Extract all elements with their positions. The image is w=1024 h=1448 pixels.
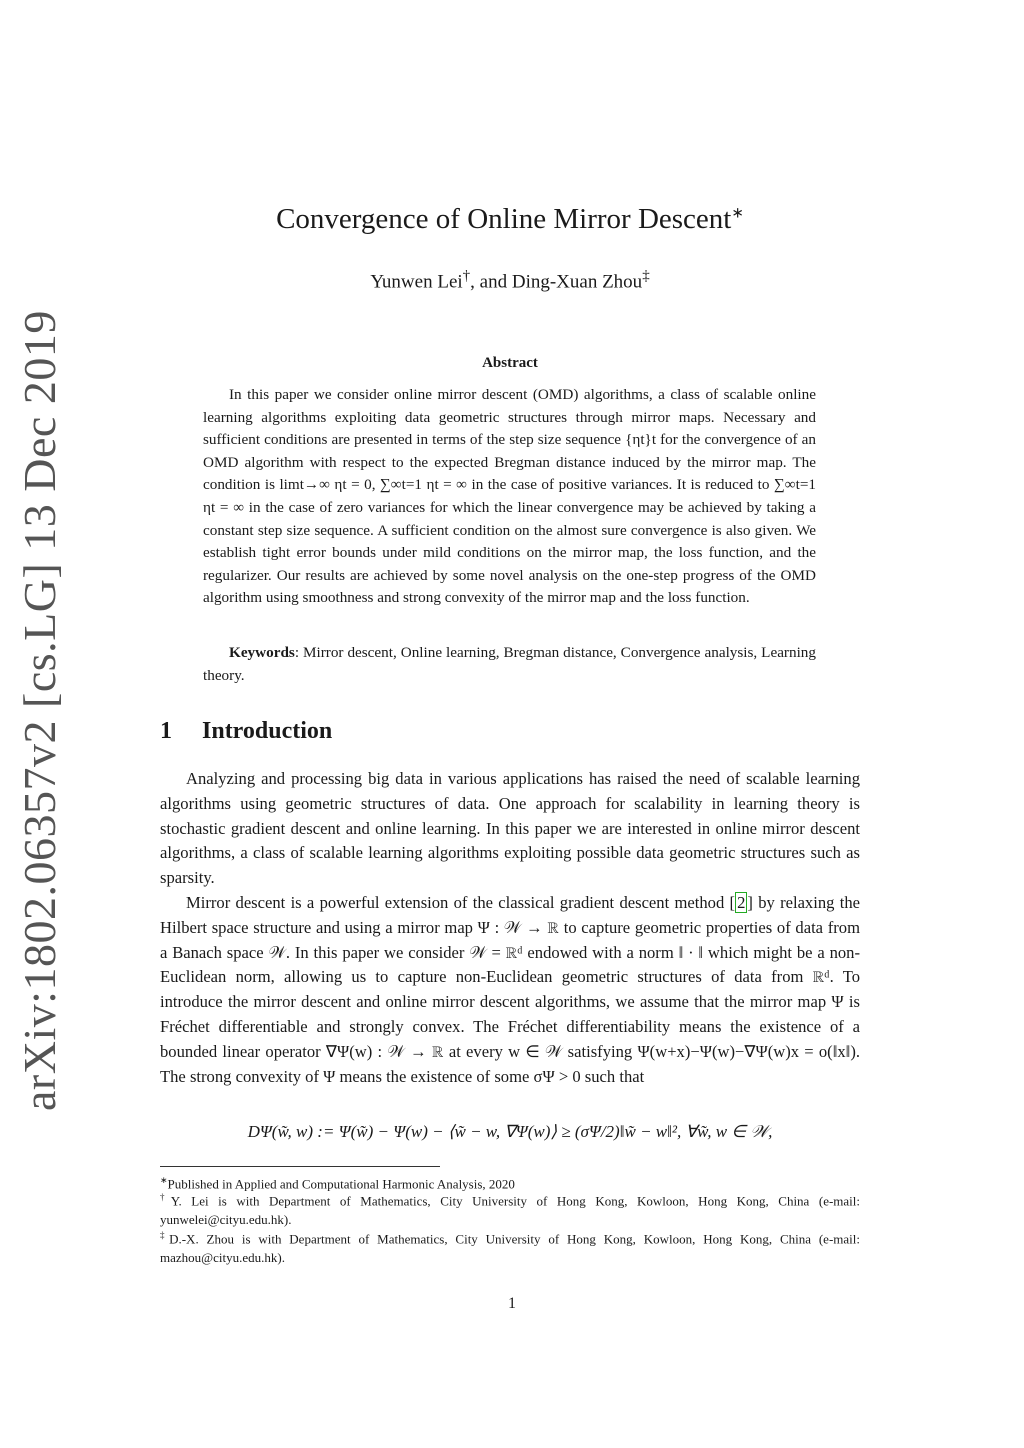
- author-2: Ding-Xuan Zhou: [511, 271, 643, 293]
- footnote-2: [160, 1188, 860, 1229]
- keywords: [203, 642, 816, 687]
- section-number: 1: [160, 718, 172, 744]
- section-title: Introduction: [202, 718, 333, 744]
- arxiv-identifier-sidebar: arXiv:1802.06357v2 [cs.LG] 13 Dec 2019: [14, 310, 65, 1111]
- authors: [160, 268, 860, 293]
- keywords-text: : Mirror descent, Online learning, Bregman distance, Convergence analysis, Learning theory.: [203, 644, 816, 684]
- paragraph-2-part-b: by relaxing the Hilbert space structure and using a mirror map Ψ : 𝒲 → ℝ to capture geometric properties of data from a Banach space 𝒲. In this paper we consider 𝒲 = ℝᵈ endowed with a norm ‖ · ‖ which might be a non-Euclidean norm, allowing us to capture non-Euclidean geometric structures of data from ℝᵈ. To introduce the mirror descent and online mirror descent algorithms, we assume that the mirror map Ψ is Fréchet differentiable and strongly convex. The Fréchet differentiability means the existence of a bounded linear operator ∇Ψ(w) : 𝒲 → ℝ at every w ∈ 𝒲 satisfying Ψ(w+x)−Ψ(w)−∇Ψ(w)x = o(‖x‖). The strong convexity of Ψ means the existence of some σΨ > 0 such that: [160, 893, 860, 1086]
- footnote-2-mark: †: [160, 1192, 171, 1202]
- abstract-text: In this paper we consider online mirror descent (OMD) algorithms, a class of scalable online learning algorithms exploiting data geometric structures through mirror maps. Necessary and sufficient conditions are presented in terms of the step size sequence {ηt}t for the convergence of an OMD algorithm with respect to the expected Bregman distance induced by the mirror map. The condition is limt→∞ ηt = 0, ∑∞t=1 ηt = ∞ in the case of positive variances. It is reduced to ∑∞t=1 ηt = ∞ in the case of zero variances for which the linear convergence may be achieved by taking a constant step size sequence. A sufficient condition on the almost sure convergence is also given. We establish tight error bounds under mild conditions on the mirror map, the loss function, and the regularizer. Our results are achieved by some novel analysis on the one-step progress of the OMD algorithm using smoothness and strong convexity of the mirror map and the loss function.: [203, 386, 816, 607]
- footnote-3: [160, 1226, 860, 1267]
- paragraph-2-text: Mirror descent is a powerful extension of the classical gradient descent method [ 2 ] by relaxing the Hilbert space structure and using a mirror map Ψ : 𝒲 → ℝ to capture geometric properties of data from a Banach space 𝒲. In this paper we consider 𝒲 = ℝᵈ endowed with a norm ‖ · ‖ which might be a non-Euclidean norm, allowing us to capture non-Euclidean geometric structures of data from ℝᵈ. To introduce the mirror descent and online mirror descent algorithms, we assume that the mirror map Ψ is Fréchet differentiable and strongly convex. The Fréchet differentiability means the existence of a bounded linear operator ∇Ψ(w) : 𝒲 → ℝ at every w ∈ 𝒲 satisfying Ψ(w+x)−Ψ(w)−∇Ψ(w)x = o(‖x‖). The strong convexity of Ψ means the existence of some σΨ > 0 such that: [160, 893, 860, 1086]
- footnote-3-text: D.-X. Zhou is with Department of Mathematics, City University of Hong Kong, Kowloon, Hong Kong, China (e-mail: mazhou@cityu.edu.hk).: [160, 1231, 860, 1266]
- footnote-rule: [160, 1166, 440, 1167]
- section-heading: [160, 718, 332, 745]
- paragraph-1-text: Analyzing and processing big data in various applications has raised the need of scalable learning algorithms using geometric structures of data. One approach for scalability in learning theory is stochastic gradient descent and online learning. In this paper we are interested in online mirror descent algorithms, a class of scalable learning algorithms exploiting possible data geometric structures such as sparsity.: [160, 769, 860, 888]
- abstract-heading: Abstract: [482, 355, 538, 371]
- intro-paragraph-2: [160, 891, 860, 1089]
- author-2-mark: ‡: [642, 268, 650, 284]
- intro-paragraph-1: [160, 767, 860, 891]
- author-1-mark: †: [462, 268, 471, 284]
- paper-title-text: Convergence of Online Mirror Descent: [276, 203, 732, 235]
- paper-title: [160, 203, 860, 236]
- keywords-label: Keywords: [229, 644, 295, 661]
- footnote-3-mark: ‡: [160, 1230, 170, 1240]
- footnote-1-text: Published in Applied and Computational Harmonic Analysis, 2020: [167, 1176, 515, 1192]
- citation-link[interactable]: 2: [737, 893, 746, 912]
- footnote-2-text: Y. Lei is with Department of Mathematics, City University of Hong Kong, Kowloon, Hong Kong, China (e-mail: yunwelei@cityu.edu.hk).: [160, 1193, 861, 1228]
- abstract: [203, 384, 816, 610]
- bregman-equation: DΨ(w̃, w) := Ψ(w̃) − Ψ(w) − ⟨w̃ − w, ∇Ψ(w)⟩ ≥ (σΨ/2)‖w̃ − w‖², ∀w̃, w ∈ 𝒲,: [247, 1122, 773, 1141]
- paragraph-2-part-a: Mirror descent is a powerful extension of the classical gradient descent method: [186, 893, 730, 912]
- author-separator: , and: [470, 271, 512, 293]
- page-number: 1: [508, 1295, 516, 1312]
- author-1: Yunwen Lei: [370, 271, 463, 293]
- title-footnote-mark: ∗: [731, 205, 744, 222]
- footnote-1-mark: ∗: [160, 1175, 168, 1185]
